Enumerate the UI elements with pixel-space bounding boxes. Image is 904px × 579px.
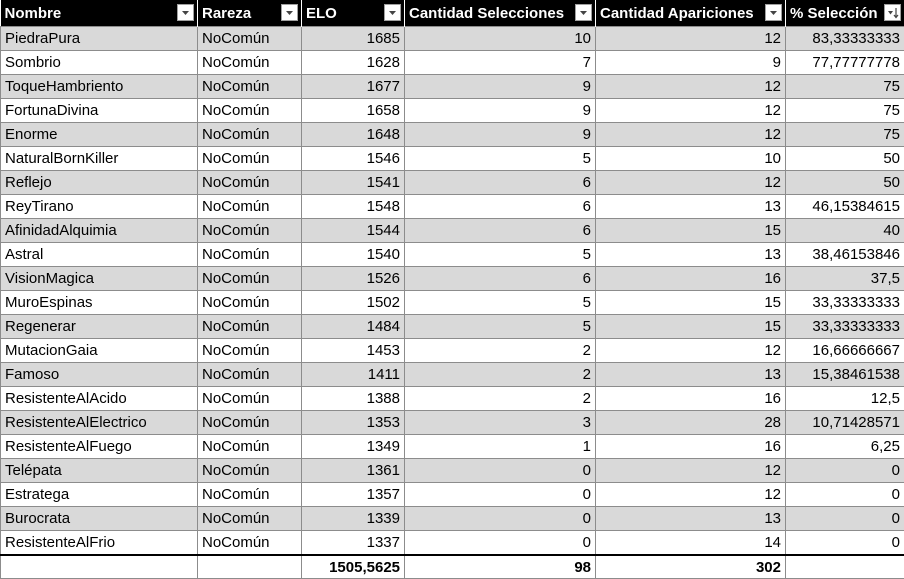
cell-porcentaje-seleccion[interactable]: 75 [786, 75, 904, 99]
total-cell-cantidad-selecciones[interactable]: 98 [405, 555, 596, 579]
cell-cantidad-apariciones[interactable]: 15 [596, 219, 786, 243]
cell-nombre[interactable]: ResistenteAlFrio [1, 531, 198, 556]
table-row [1, 171, 904, 195]
cell-nombre[interactable]: Burocrata [1, 507, 198, 531]
table-row [1, 219, 904, 243]
table-row [1, 459, 904, 483]
header-row [1, 0, 904, 27]
cell-nombre[interactable]: NaturalBornKiller [1, 147, 198, 171]
cell-nombre[interactable]: Reflejo [1, 171, 198, 195]
cell-cantidad-selecciones[interactable]: 5 [405, 243, 596, 267]
filter-dropdown-icon[interactable] [281, 4, 298, 21]
cell-rareza[interactable]: NoComún [198, 219, 302, 243]
cell-cantidad-apariciones[interactable]: 16 [596, 435, 786, 459]
filter-dropdown-icon[interactable] [384, 4, 401, 21]
cell-elo[interactable]: 1411 [302, 363, 405, 387]
cell-nombre[interactable]: FortunaDivina [1, 99, 198, 123]
table-row [1, 147, 904, 171]
cell-cantidad-selecciones[interactable]: 0 [405, 459, 596, 483]
cell-porcentaje-seleccion[interactable]: 10,71428571 [786, 411, 904, 435]
table-row [1, 315, 904, 339]
cell-cantidad-selecciones[interactable]: 3 [405, 411, 596, 435]
cell-porcentaje-seleccion[interactable]: 33,33333333 [786, 315, 904, 339]
table-row [1, 195, 904, 219]
cell-rareza[interactable]: NoComún [198, 339, 302, 363]
total-cell-rareza[interactable] [198, 555, 302, 579]
filter-dropdown-icon[interactable] [177, 4, 194, 21]
cell-elo[interactable]: 1353 [302, 411, 405, 435]
cell-rareza[interactable]: NoComún [198, 99, 302, 123]
cell-nombre[interactable]: ResistenteAlElectrico [1, 411, 198, 435]
cell-cantidad-apariciones[interactable]: 13 [596, 363, 786, 387]
cell-nombre[interactable]: MutacionGaia [1, 339, 198, 363]
cell-cantidad-selecciones[interactable]: 6 [405, 171, 596, 195]
cell-nombre[interactable]: Sombrio [1, 51, 198, 75]
table-row [1, 75, 904, 99]
cell-rareza[interactable]: NoComún [198, 363, 302, 387]
header-label: Cantidad Selecciones [409, 5, 564, 22]
cell-cantidad-apariciones[interactable]: 13 [596, 507, 786, 531]
header-porcentaje-seleccion [786, 0, 904, 27]
cell-rareza[interactable]: NoComún [198, 435, 302, 459]
total-cell-porcentaje-seleccion[interactable] [786, 555, 904, 579]
cell-porcentaje-seleccion[interactable]: 12,5 [786, 387, 904, 411]
cell-cantidad-apariciones[interactable]: 12 [596, 171, 786, 195]
cell-cantidad-apariciones[interactable]: 13 [596, 195, 786, 219]
cell-nombre[interactable]: Regenerar [1, 315, 198, 339]
header-cantidad-selecciones [405, 0, 596, 27]
cell-cantidad-selecciones[interactable]: 0 [405, 531, 596, 556]
cell-rareza[interactable]: NoComún [198, 291, 302, 315]
cell-cantidad-apariciones[interactable]: 12 [596, 483, 786, 507]
header-rareza [198, 0, 302, 27]
cell-nombre[interactable]: MuroEspinas [1, 291, 198, 315]
total-cell-elo[interactable]: 1505,5625 [302, 555, 405, 579]
cell-nombre[interactable]: Estratega [1, 483, 198, 507]
cell-cantidad-apariciones[interactable]: 12 [596, 27, 786, 51]
cell-elo[interactable]: 1546 [302, 147, 405, 171]
cell-porcentaje-seleccion[interactable]: 46,15384615 [786, 195, 904, 219]
cell-cantidad-selecciones[interactable]: 9 [405, 99, 596, 123]
cell-nombre[interactable]: ToqueHambriento [1, 75, 198, 99]
table-row [1, 51, 904, 75]
cell-cantidad-apariciones[interactable]: 16 [596, 387, 786, 411]
cell-nombre[interactable]: Astral [1, 243, 198, 267]
table-row [1, 483, 904, 507]
cell-porcentaje-seleccion[interactable]: 0 [786, 507, 904, 531]
cell-rareza[interactable]: NoComún [198, 243, 302, 267]
cell-elo[interactable]: 1484 [302, 315, 405, 339]
cell-nombre[interactable]: VisionMagica [1, 267, 198, 291]
cell-cantidad-selecciones[interactable]: 9 [405, 123, 596, 147]
cell-elo[interactable]: 1339 [302, 507, 405, 531]
cell-cantidad-selecciones[interactable]: 1 [405, 435, 596, 459]
cell-rareza[interactable]: NoComún [198, 411, 302, 435]
cell-elo[interactable]: 1628 [302, 51, 405, 75]
cell-rareza[interactable]: NoComún [198, 171, 302, 195]
cell-elo[interactable]: 1357 [302, 483, 405, 507]
header-label: % Selección [790, 5, 878, 22]
cell-rareza[interactable]: NoComún [198, 123, 302, 147]
cell-rareza[interactable]: NoComún [198, 147, 302, 171]
header-cantidad-apariciones [596, 0, 786, 27]
header-label: Cantidad Apariciones [600, 5, 754, 22]
cell-cantidad-apariciones[interactable]: 12 [596, 339, 786, 363]
table-row [1, 435, 904, 459]
cell-elo[interactable]: 1648 [302, 123, 405, 147]
table-row [1, 531, 904, 556]
cell-nombre[interactable]: AfinidadAlquimia [1, 219, 198, 243]
cell-nombre[interactable]: ResistenteAlAcido [1, 387, 198, 411]
cell-elo[interactable]: 1541 [302, 171, 405, 195]
cell-elo[interactable]: 1677 [302, 75, 405, 99]
cell-porcentaje-seleccion[interactable]: 15,38461538 [786, 363, 904, 387]
cell-elo[interactable]: 1544 [302, 219, 405, 243]
cell-elo[interactable]: 1526 [302, 267, 405, 291]
cell-porcentaje-seleccion[interactable]: 75 [786, 123, 904, 147]
cell-rareza[interactable]: NoComún [198, 195, 302, 219]
table-row [1, 243, 904, 267]
cell-porcentaje-seleccion[interactable]: 77,77777778 [786, 51, 904, 75]
cell-cantidad-selecciones[interactable]: 0 [405, 483, 596, 507]
table-row [1, 99, 904, 123]
table-row [1, 123, 904, 147]
cell-rareza[interactable]: NoComún [198, 387, 302, 411]
cell-porcentaje-seleccion[interactable]: 0 [786, 483, 904, 507]
header-nombre [1, 0, 198, 27]
cell-cantidad-apariciones[interactable]: 15 [596, 291, 786, 315]
cell-cantidad-selecciones[interactable]: 5 [405, 291, 596, 315]
cell-rareza[interactable]: NoComún [198, 531, 302, 556]
cell-nombre[interactable]: ReyTirano [1, 195, 198, 219]
cell-porcentaje-seleccion[interactable]: 40 [786, 219, 904, 243]
table-row [1, 291, 904, 315]
cell-cantidad-selecciones[interactable]: 5 [405, 147, 596, 171]
cell-cantidad-apariciones[interactable]: 12 [596, 99, 786, 123]
cell-elo[interactable]: 1453 [302, 339, 405, 363]
cell-cantidad-apariciones[interactable]: 28 [596, 411, 786, 435]
cell-cantidad-apariciones[interactable]: 12 [596, 459, 786, 483]
filter-dropdown-icon[interactable] [575, 4, 592, 21]
cell-rareza[interactable]: NoComún [198, 459, 302, 483]
cell-elo[interactable]: 1658 [302, 99, 405, 123]
filter-dropdown-icon[interactable] [765, 4, 782, 21]
cell-cantidad-apariciones[interactable]: 16 [596, 267, 786, 291]
table-row [1, 507, 904, 531]
cell-rareza[interactable]: NoComún [198, 483, 302, 507]
cell-cantidad-selecciones[interactable]: 7 [405, 51, 596, 75]
cell-elo[interactable]: 1337 [302, 531, 405, 556]
table-row [1, 267, 904, 291]
cell-nombre[interactable]: Telépata [1, 459, 198, 483]
table-row [1, 411, 904, 435]
cell-cantidad-selecciones[interactable]: 2 [405, 387, 596, 411]
cell-cantidad-selecciones[interactable]: 2 [405, 363, 596, 387]
cell-porcentaje-seleccion[interactable]: 6,25 [786, 435, 904, 459]
cell-elo[interactable]: 1540 [302, 243, 405, 267]
cell-porcentaje-seleccion[interactable]: 0 [786, 531, 904, 556]
cell-cantidad-apariciones[interactable]: 13 [596, 243, 786, 267]
table-row [1, 27, 904, 51]
total-cell-cantidad-apariciones[interactable]: 302 [596, 555, 786, 579]
cell-porcentaje-seleccion[interactable]: 50 [786, 147, 904, 171]
cell-cantidad-selecciones[interactable]: 2 [405, 339, 596, 363]
cell-cantidad-apariciones[interactable]: 12 [596, 123, 786, 147]
cell-porcentaje-seleccion[interactable]: 83,33333333 [786, 27, 904, 51]
cell-cantidad-apariciones[interactable]: 12 [596, 75, 786, 99]
cell-porcentaje-seleccion[interactable]: 38,46153846 [786, 243, 904, 267]
header-label: Nombre [5, 5, 62, 22]
cell-cantidad-selecciones[interactable]: 9 [405, 75, 596, 99]
cell-porcentaje-seleccion[interactable]: 33,33333333 [786, 291, 904, 315]
cell-nombre[interactable]: ResistenteAlFuego [1, 435, 198, 459]
cell-cantidad-selecciones[interactable]: 6 [405, 195, 596, 219]
cell-elo[interactable]: 1388 [302, 387, 405, 411]
header-label: ELO [306, 5, 337, 22]
cell-porcentaje-seleccion[interactable]: 37,5 [786, 267, 904, 291]
cell-rareza[interactable]: NoComún [198, 507, 302, 531]
cell-cantidad-selecciones[interactable]: 6 [405, 219, 596, 243]
cell-porcentaje-seleccion[interactable]: 75 [786, 99, 904, 123]
table-row [1, 387, 904, 411]
header-elo [302, 0, 405, 27]
cell-cantidad-selecciones[interactable]: 6 [405, 267, 596, 291]
cell-nombre[interactable]: PiedraPura [1, 27, 198, 51]
totals-row [1, 555, 904, 579]
cell-cantidad-selecciones[interactable]: 10 [405, 27, 596, 51]
cell-porcentaje-seleccion[interactable]: 0 [786, 459, 904, 483]
cell-cantidad-selecciones[interactable]: 5 [405, 315, 596, 339]
cell-elo[interactable]: 1502 [302, 291, 405, 315]
cell-elo[interactable]: 1349 [302, 435, 405, 459]
cell-porcentaje-seleccion[interactable]: 50 [786, 171, 904, 195]
table-row [1, 363, 904, 387]
cell-rareza[interactable]: NoComún [198, 75, 302, 99]
cell-nombre[interactable]: Famoso [1, 363, 198, 387]
cell-elo[interactable]: 1548 [302, 195, 405, 219]
cell-cantidad-apariciones[interactable]: 14 [596, 531, 786, 556]
table-row [1, 339, 904, 363]
cell-rareza[interactable]: NoComún [198, 315, 302, 339]
cell-rareza[interactable]: NoComún [198, 27, 302, 51]
cell-cantidad-apariciones[interactable]: 9 [596, 51, 786, 75]
cell-rareza[interactable]: NoComún [198, 267, 302, 291]
header-label: Rareza [202, 5, 251, 22]
cell-cantidad-apariciones[interactable]: 15 [596, 315, 786, 339]
cell-elo[interactable]: 1685 [302, 27, 405, 51]
cell-porcentaje-seleccion[interactable]: 16,66666667 [786, 339, 904, 363]
cell-nombre[interactable]: Enorme [1, 123, 198, 147]
total-cell-nombre[interactable] [1, 555, 198, 579]
sort-descending-icon[interactable] [884, 4, 901, 21]
cell-rareza[interactable]: NoComún [198, 51, 302, 75]
cell-cantidad-selecciones[interactable]: 0 [405, 507, 596, 531]
cell-elo[interactable]: 1361 [302, 459, 405, 483]
cell-cantidad-apariciones[interactable]: 10 [596, 147, 786, 171]
